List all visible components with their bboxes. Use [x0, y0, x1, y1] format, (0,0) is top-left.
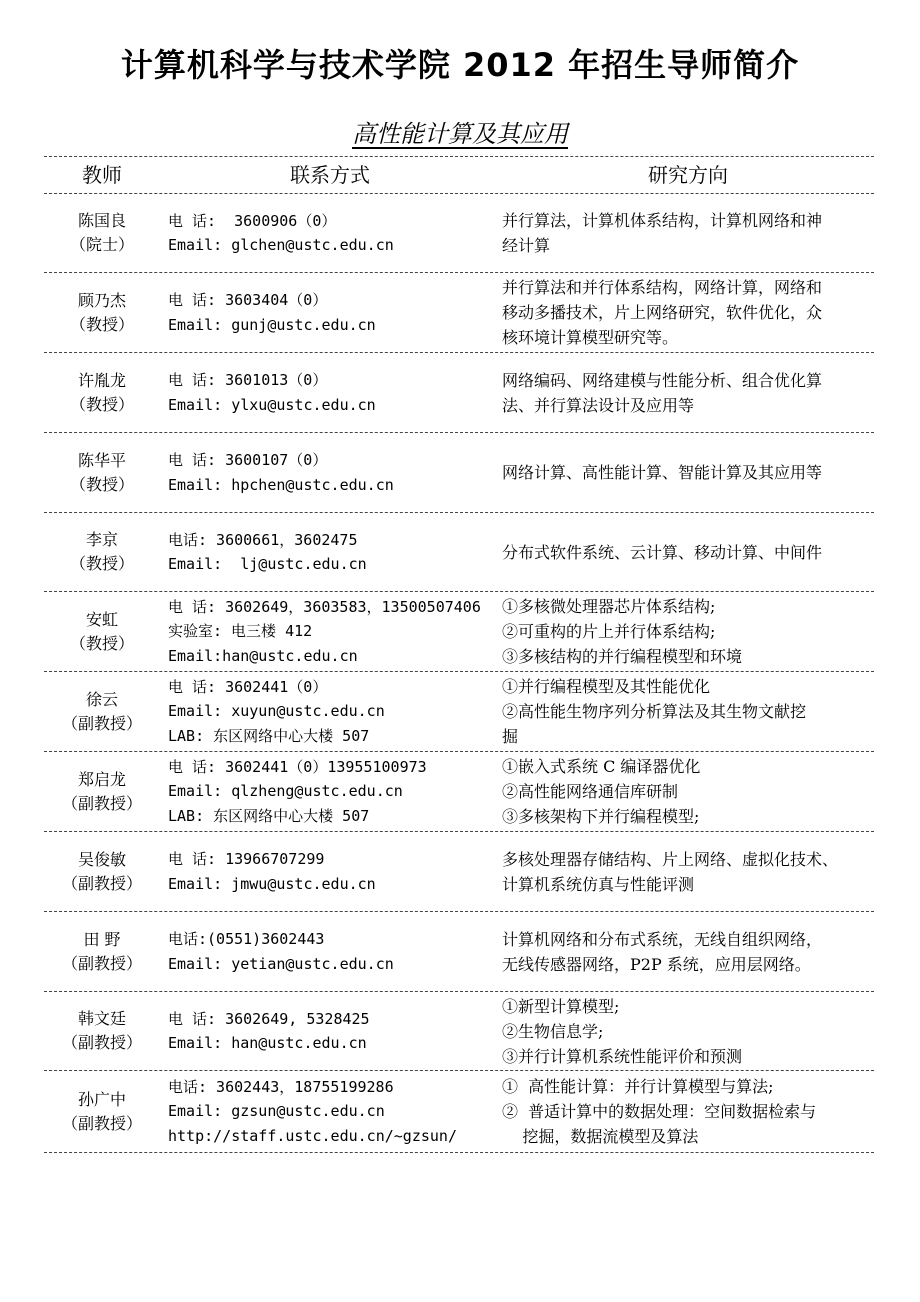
- research-line: 多核处理器存储结构、片上网络、虚拟化技术、: [502, 849, 839, 869]
- research-line: ②可重构的片上并行体系结构;: [502, 622, 716, 641]
- teacher-rank: （副教授）: [61, 793, 142, 813]
- teacher-cell: [44, 369, 160, 417]
- contact-cell: [160, 927, 500, 976]
- teacher-cell: [44, 289, 160, 337]
- contact-line: 电 话: 3600107（0）: [168, 451, 328, 469]
- contact-cell: [160, 595, 500, 669]
- teacher-name: 陈国良: [77, 211, 126, 230]
- research-cell: [500, 847, 874, 897]
- research-line: 网络计算、高性能计算、智能计算及其应用等: [502, 463, 823, 482]
- research-line: ① 高性能计算：并行计算模型与算法;: [502, 1077, 774, 1096]
- advisor-table: [44, 156, 874, 1153]
- research-line: ② 普适计算中的数据处理：空间数据检索与: [502, 1102, 817, 1121]
- research-cell: [500, 275, 874, 350]
- contact-line: Email: gzsun@ustc.edu.cn: [168, 1102, 385, 1121]
- research-cell: [500, 460, 874, 485]
- research-line: 核环境计算模型研究等。: [502, 328, 679, 347]
- contact-cell: [160, 528, 500, 577]
- research-cell: [500, 994, 874, 1069]
- teacher-cell: [44, 848, 160, 896]
- header-research: 研究方向: [648, 162, 728, 187]
- contact-line: 实验室: 电三楼 412: [168, 622, 313, 641]
- row-rule: [44, 1152, 874, 1153]
- contact-cell: [160, 847, 500, 896]
- research-line: 网络编码、网络建模与性能分析、组合优化算: [502, 370, 823, 390]
- research-cell: [500, 368, 874, 418]
- table-row: [44, 672, 874, 751]
- contact-cell: [160, 448, 500, 497]
- contact-cell: [160, 288, 500, 337]
- teacher-cell: [44, 528, 160, 576]
- contact-line: Email: ylxu@ustc.edu.cn: [168, 395, 376, 414]
- teacher-rank: （副教授）: [61, 713, 142, 733]
- table-row: [44, 992, 874, 1070]
- research-cell: [500, 1074, 874, 1149]
- contact-cell: [160, 675, 500, 749]
- teacher-cell: [44, 608, 160, 656]
- research-line: ②生物信息学;: [502, 1021, 604, 1041]
- contact-line: Email:han@ustc.edu.cn: [168, 646, 358, 665]
- page-title: 计算机科学与技术学院 2012 年招生导师简介: [120, 46, 800, 84]
- contact-line: Email: gunj@ustc.edu.cn: [168, 315, 376, 334]
- contact-line: 电 话: 3602649，3603583，13500507406: [168, 597, 481, 616]
- research-cell: [500, 208, 874, 258]
- research-line: 挖掘，数据流模型及算法: [502, 1127, 699, 1146]
- research-line: ②高性能网络通信库研制: [502, 782, 679, 801]
- teacher-rank: （教授）: [69, 633, 134, 653]
- teacher-cell: [44, 688, 160, 736]
- research-line: 计算机系统仿真与性能评测: [502, 874, 695, 894]
- teacher-name: 郑启龙: [77, 769, 126, 789]
- teacher-name: 韩文廷: [77, 1009, 126, 1028]
- contact-line: 电 话: 3601013（0）: [168, 371, 328, 389]
- research-line: 计算机网络和分布式系统，无线自组织网络，: [502, 929, 823, 949]
- table-row: [44, 513, 874, 591]
- teacher-name: 孙广中: [77, 1089, 126, 1109]
- teacher-name: 李京: [85, 530, 118, 549]
- contact-cell: [160, 368, 500, 417]
- contact-line: Email: qlzheng@ustc.edu.cn: [168, 782, 403, 801]
- teacher-rank: （教授）: [69, 394, 134, 414]
- teacher-rank: （副教授）: [61, 873, 142, 893]
- contact-line: 电话:(0551)3602443: [168, 930, 325, 948]
- contact-line: Email: jmwu@ustc.edu.cn: [168, 874, 376, 893]
- table-row: [44, 592, 874, 671]
- contact-line: 电 话: 13966707299: [168, 850, 325, 868]
- research-line: 法、并行算法设计及应用等: [502, 395, 695, 415]
- teacher-name: 徐云: [85, 689, 118, 709]
- contact-line: LAB: 东区网络中心大楼 507: [168, 806, 370, 825]
- research-line: ③多核结构的并行编程模型和环境: [502, 647, 743, 666]
- teacher-rank: （院士）: [69, 235, 134, 254]
- contact-cell: [160, 755, 500, 829]
- research-line: 并行算法，计算机体系结构，计算机网络和神: [502, 211, 823, 230]
- research-line: 掘: [502, 727, 519, 746]
- research-cell: [500, 927, 874, 977]
- contact-line: Email: yetian@ustc.edu.cn: [168, 954, 394, 973]
- teacher-rank: （教授）: [69, 474, 134, 494]
- teacher-cell: [44, 449, 160, 497]
- table-row: [44, 194, 874, 272]
- table-row: [44, 273, 874, 352]
- table-row: [44, 832, 874, 911]
- contact-cell: [160, 1007, 500, 1056]
- research-line: ③多核架构下并行编程模型;: [502, 807, 700, 826]
- teacher-name: 顾乃杰: [77, 290, 126, 310]
- teacher-cell: [44, 928, 160, 976]
- contact-line: 电 话: 3600906（0）: [168, 211, 337, 230]
- contact-line: Email: xuyun@ustc.edu.cn: [168, 702, 385, 721]
- table-row: [44, 353, 874, 432]
- teacher-rank: （副教授）: [61, 1033, 142, 1052]
- teacher-name: 田 野: [83, 929, 121, 949]
- teacher-rank: （教授）: [69, 554, 134, 573]
- table-row: [44, 752, 874, 831]
- teacher-cell: [44, 1007, 160, 1055]
- table-body: [44, 194, 874, 1153]
- section-subtitle: 高性能计算及其应用: [352, 120, 568, 148]
- contact-line: http://staff.ustc.edu.cn/~gzsun/: [168, 1126, 457, 1145]
- contact-line: 电 话: 3602649, 5328425: [168, 1009, 370, 1028]
- contact-line: Email: lj@ustc.edu.cn: [168, 555, 367, 573]
- teacher-rank: （副教授）: [61, 1113, 142, 1133]
- research-line: ①多核微处理器芯片体系结构;: [502, 597, 716, 616]
- teacher-cell: [44, 209, 160, 257]
- table-row: [44, 433, 874, 512]
- teacher-name: 安虹: [85, 609, 118, 629]
- contact-cell: [160, 209, 500, 258]
- research-line: ③并行计算机系统性能评价和预测: [502, 1046, 743, 1066]
- teacher-cell: [44, 768, 160, 816]
- contact-line: 电 话: 3602441（0）13955100973: [168, 757, 427, 776]
- header-teacher: 教师: [82, 163, 122, 187]
- research-line: ①并行编程模型及其性能优化: [502, 677, 711, 696]
- research-line: 经计算: [502, 236, 551, 255]
- contact-line: 电 话: 3603404（0）: [168, 291, 328, 309]
- research-cell: [500, 754, 874, 829]
- research-cell: [500, 540, 874, 565]
- contact-line: 电 话: 3602441（0）: [168, 677, 328, 696]
- research-line: ①嵌入式系统 C 编译器优化: [502, 757, 701, 776]
- research-line: ②高性能生物序列分析算法及其生物文献挖: [502, 702, 807, 721]
- contact-line: 电话: 3600661，3602475: [168, 530, 358, 549]
- research-line: 分布式软件系统、云计算、移动计算、中间件: [502, 542, 823, 562]
- research-cell: [500, 594, 874, 669]
- teacher-rank: （副教授）: [61, 953, 142, 973]
- table-row: [44, 1071, 874, 1152]
- contact-line: Email: hpchen@ustc.edu.cn: [168, 475, 394, 494]
- research-line: 并行算法和并行体系结构，网络计算，网络和: [502, 278, 823, 297]
- teacher-rank: （教授）: [69, 314, 134, 334]
- contact-line: Email: glchen@ustc.edu.cn: [168, 236, 394, 254]
- research-line: ①新型计算模型;: [502, 996, 620, 1016]
- contact-line: Email: han@ustc.edu.cn: [168, 1034, 367, 1052]
- teacher-name: 吴俊敏: [77, 849, 126, 869]
- research-line: 无线传感器网络，P2P 系统，应用层网络。: [502, 954, 811, 974]
- table-row: [44, 912, 874, 991]
- teacher-name: 许胤龙: [77, 370, 126, 390]
- header-contact: 联系方式: [290, 162, 370, 187]
- teacher-cell: [44, 1088, 160, 1136]
- contact-cell: [160, 1075, 500, 1149]
- table-header: [44, 157, 874, 193]
- research-cell: [500, 674, 874, 749]
- contact-line: LAB: 东区网络中心大楼 507: [168, 726, 370, 745]
- research-line: 移动多播技术，片上网络研究，软件优化，众: [502, 303, 823, 322]
- contact-line: 电话: 3602443，18755199286: [168, 1077, 394, 1096]
- teacher-name: 陈华平: [77, 450, 126, 470]
